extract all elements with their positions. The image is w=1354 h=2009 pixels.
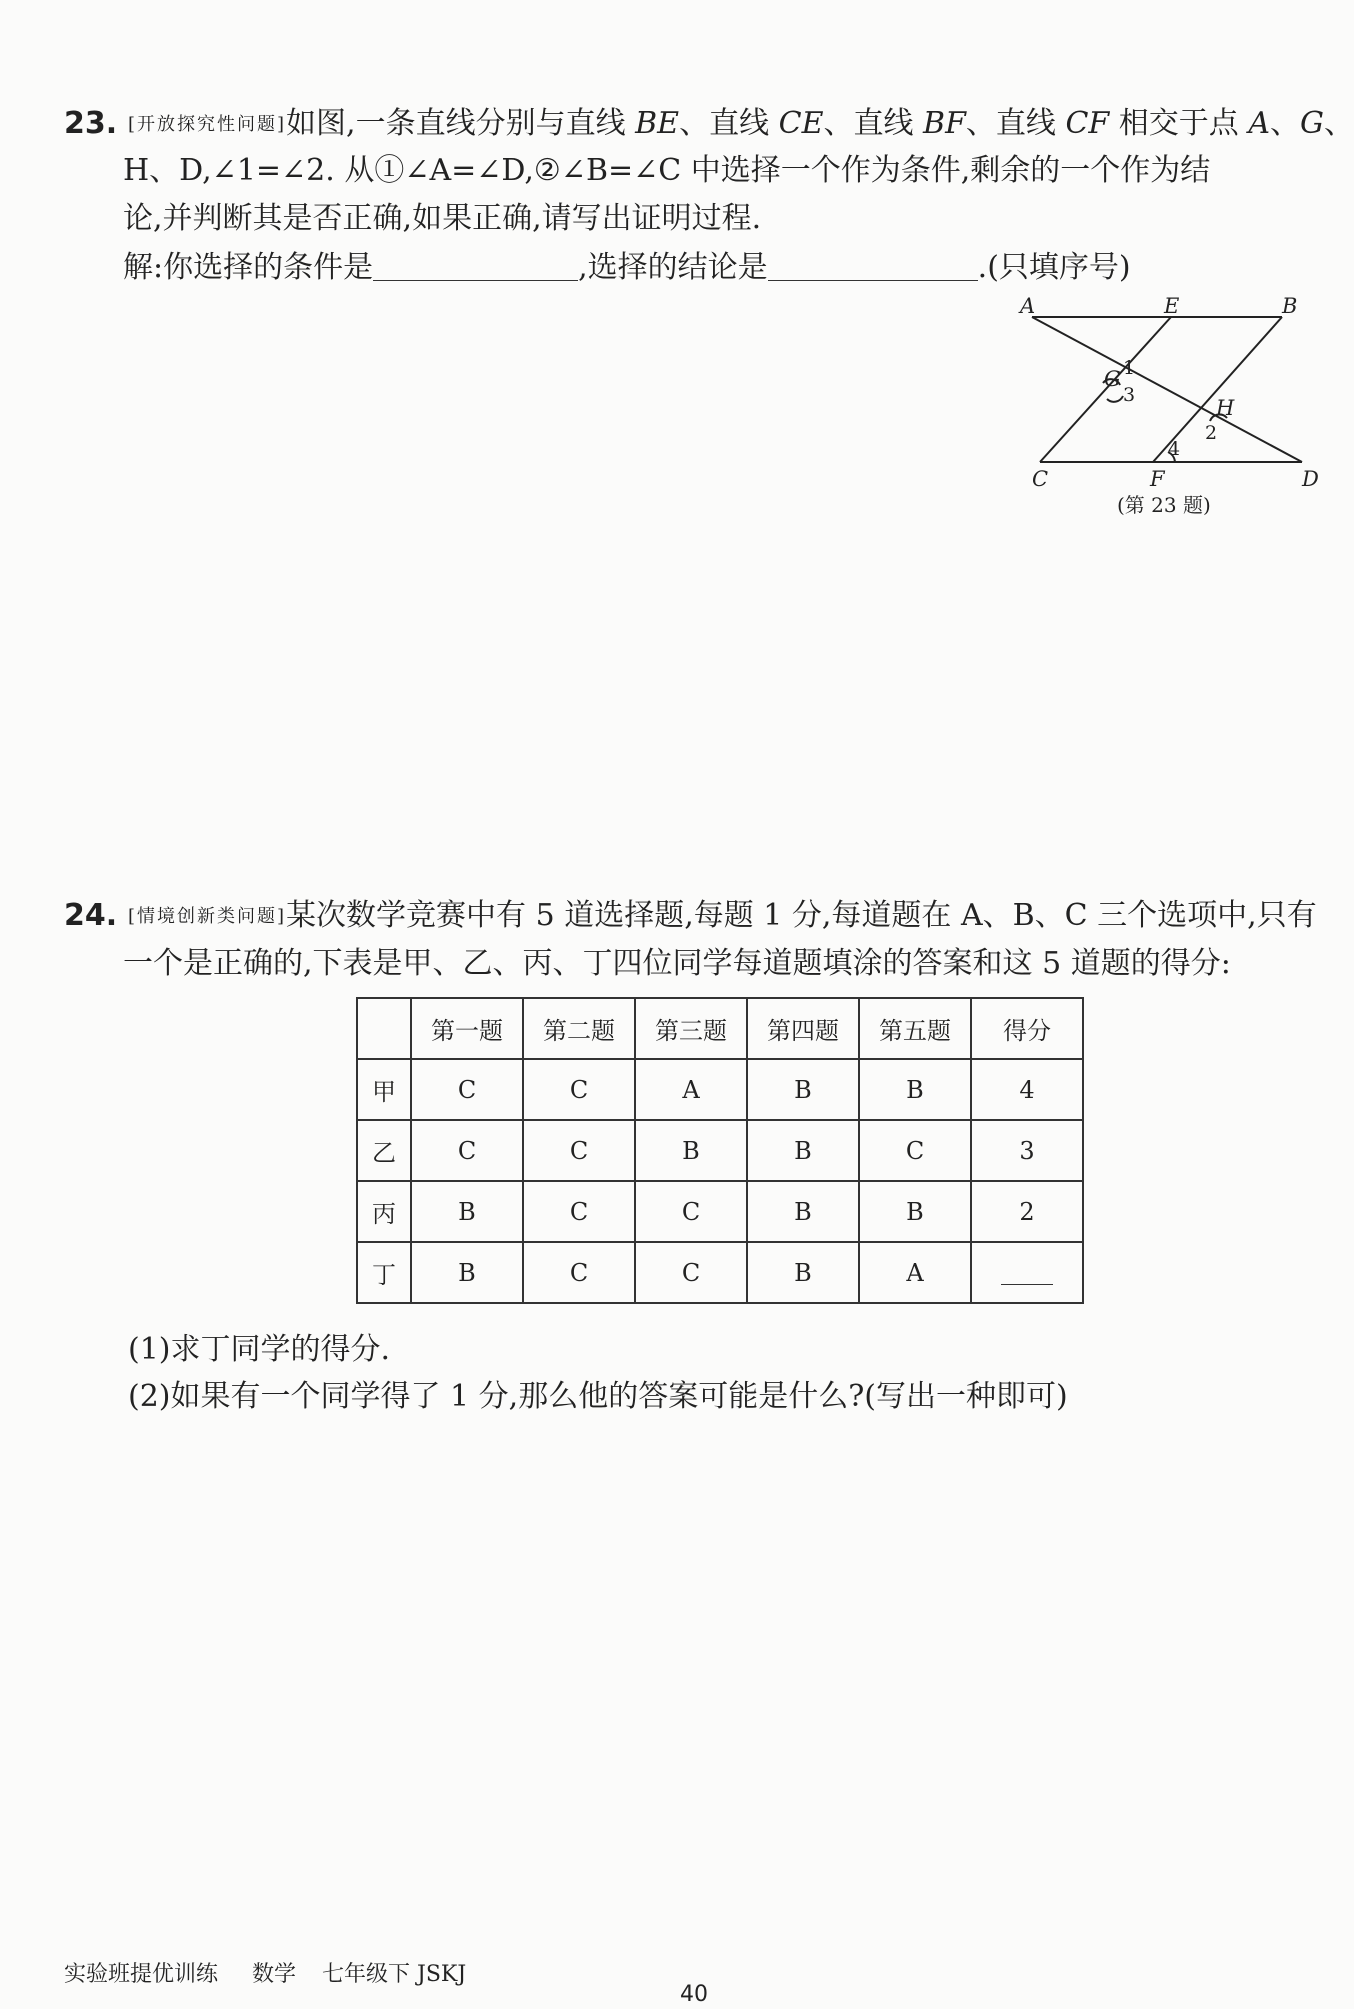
- q24-line2: 一个是正确的,下表是甲、乙、丙、丁四位同学每道题填涂的答案和这 5 道题的得分:: [123, 946, 1231, 981]
- angle-4-label: 4: [1168, 438, 1181, 460]
- answers-table: [356, 997, 1084, 1304]
- table-header-cell: 第四题: [747, 998, 859, 1059]
- answer-cell: C: [635, 1181, 747, 1242]
- footer-book-title: 实验班提优训练: [64, 1962, 219, 1987]
- q23-line1: [开放探究性问题]如图,一条直线分别与直线 BE、直线 CE、直线 BF、直线 CF 相交于点 A、G、: [128, 106, 1354, 141]
- label-F: F: [1150, 467, 1165, 491]
- student-name: 丁: [357, 1242, 411, 1303]
- footer-grade: 七年级下 JSKJ: [322, 1962, 467, 1987]
- answer-prefix: 解:你选择的条件是: [123, 250, 374, 285]
- label-E: E: [1164, 294, 1180, 318]
- answer-cell: C: [523, 1181, 635, 1242]
- answer-cell: B: [635, 1120, 747, 1181]
- table-header-cell: 第五题: [859, 998, 971, 1059]
- table-header-cell: 得分: [971, 998, 1083, 1059]
- label-C: C: [1032, 467, 1049, 491]
- label-G: G: [1104, 367, 1121, 391]
- table-row: [357, 1120, 1083, 1181]
- q23-figure-caption: (第 23 题): [1117, 493, 1211, 517]
- q24-sub2: (2)如果有一个同学得了 1 分,那么他的答案可能是什么?(写出一种即可): [128, 1379, 1068, 1414]
- answer-cell: B: [411, 1242, 523, 1303]
- q23-line2: H、D,∠1=∠2. 从①∠A=∠D,②∠B=∠C 中选择一个作为条件,剩余的一个作为结: [123, 153, 1211, 188]
- student-name: 乙: [357, 1120, 411, 1181]
- answer-cell: C: [523, 1242, 635, 1303]
- score-cell: 2: [971, 1181, 1083, 1242]
- page-number: 40: [680, 1982, 708, 2007]
- angle-3-label: 3: [1123, 384, 1136, 406]
- answer-cell: C: [859, 1120, 971, 1181]
- answer-mid: ,选择的结论是: [578, 250, 768, 285]
- answer-cell: B: [859, 1181, 971, 1242]
- q23-answer-line: [123, 248, 1131, 288]
- answer-cell: C: [635, 1242, 747, 1303]
- answer-cell: C: [411, 1059, 523, 1120]
- q23-number: 23.: [64, 106, 118, 141]
- answer-cell: C: [523, 1120, 635, 1181]
- q24-sub1: (1)求丁同学的得分.: [128, 1332, 391, 1367]
- label-B: B: [1282, 294, 1298, 318]
- condition-blank[interactable]: [373, 250, 578, 281]
- answer-cell: B: [411, 1181, 523, 1242]
- answer-suffix: .(只填序号): [977, 250, 1131, 285]
- table-row: [357, 1059, 1083, 1120]
- table-header-cell: 第一题: [411, 998, 523, 1059]
- answer-cell: B: [747, 1242, 859, 1303]
- q23-tag: [开放探究性问题]: [128, 114, 287, 135]
- answer-cell: C: [523, 1059, 635, 1120]
- q23-figure: [1010, 290, 1340, 525]
- score-cell: 4: [971, 1059, 1083, 1120]
- q24-tag: [情境创新类问题]: [128, 906, 287, 927]
- answer-cell: B: [747, 1181, 859, 1242]
- table-header-cell: 第三题: [635, 998, 747, 1059]
- label-D: D: [1302, 467, 1319, 491]
- table-row: [357, 1242, 1083, 1303]
- answer-cell: B: [859, 1059, 971, 1120]
- conclusion-blank[interactable]: [768, 250, 978, 281]
- table-header-row: [357, 998, 1083, 1059]
- score-blank[interactable]: [1001, 1262, 1053, 1285]
- answer-cell: C: [411, 1120, 523, 1181]
- table-header-cell: 第二题: [523, 998, 635, 1059]
- score-blank-cell[interactable]: [971, 1242, 1083, 1303]
- label-H: H: [1216, 396, 1235, 420]
- answer-cell: A: [859, 1242, 971, 1303]
- q24-line1: [情境创新类问题]某次数学竞赛中有 5 道选择题,每题 1 分,每道题在 A、B、C 三个选项中,只有: [128, 898, 1317, 933]
- table-header-cell: [357, 998, 411, 1059]
- student-name: 甲: [357, 1059, 411, 1120]
- q23-line3: 论,并判断其是否正确,如果正确,请写出证明过程.: [123, 201, 762, 236]
- score-cell: 3: [971, 1120, 1083, 1181]
- student-name: 丙: [357, 1181, 411, 1242]
- answer-cell: B: [747, 1120, 859, 1181]
- answer-cell: A: [635, 1059, 747, 1120]
- angle-1-label: 1: [1123, 357, 1136, 379]
- q24-number: 24.: [64, 898, 118, 933]
- angle-3-arc: [1107, 396, 1123, 402]
- angle-2-label: 2: [1205, 422, 1218, 444]
- label-A: A: [1020, 294, 1036, 318]
- table-row: [357, 1181, 1083, 1242]
- footer-subject: 数学: [252, 1962, 297, 1987]
- answer-cell: B: [747, 1059, 859, 1120]
